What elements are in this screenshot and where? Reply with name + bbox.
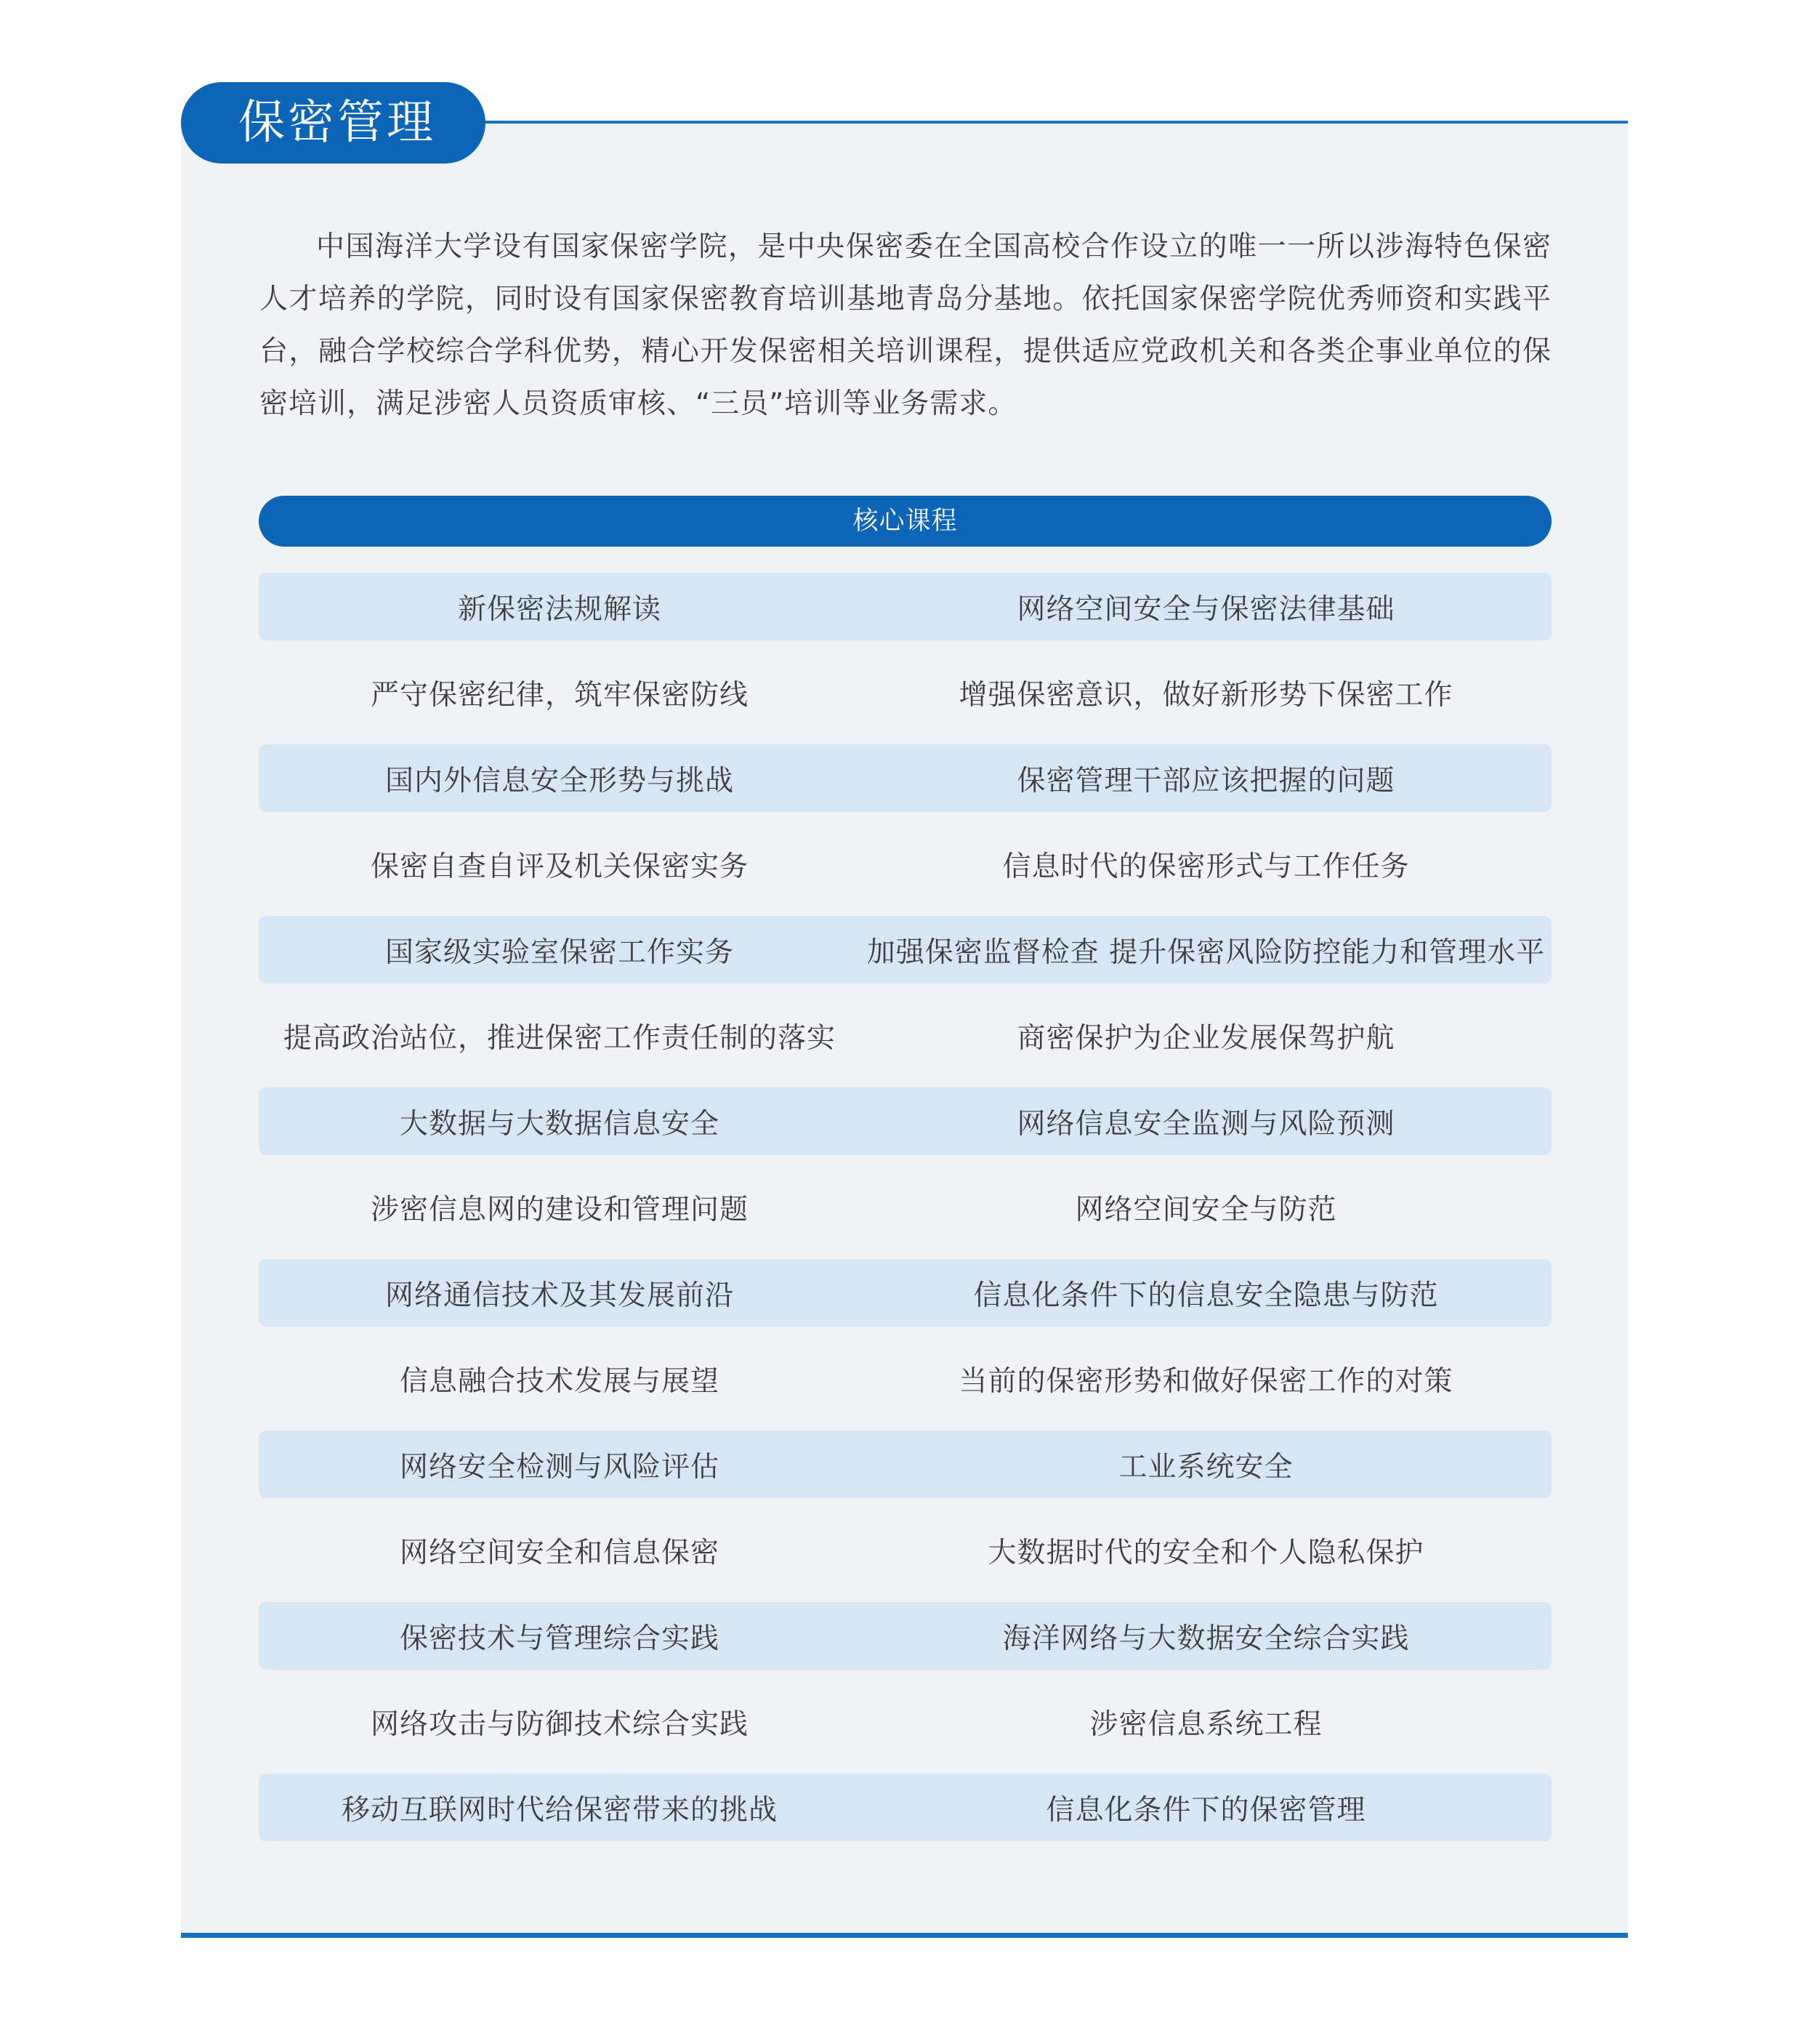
course-right: 保密管理干部应该把握的问题 xyxy=(1017,764,1395,797)
course-left: 涉密信息网的建设和管理问题 xyxy=(370,1193,749,1226)
course-right: 增强保密意识，做好新形势下保密工作 xyxy=(959,678,1453,712)
course-right: 信息化条件下的信息安全隐患与防范 xyxy=(973,1279,1439,1312)
course-right: 网络空间安全与保密法律基础 xyxy=(1017,592,1395,626)
footer-rule xyxy=(181,1933,1628,1938)
course-row xyxy=(259,916,1552,983)
course-right: 信息时代的保密形式与工作任务 xyxy=(1002,850,1410,883)
header-rule xyxy=(436,121,1628,124)
core-courses-header: 核心课程 xyxy=(259,496,1552,547)
course-left: 提高政治站位，推进保密工作责任制的落实 xyxy=(283,1021,836,1055)
course-left: 国内外信息安全形势与挑战 xyxy=(384,764,734,797)
section-title: 保密管理 xyxy=(181,82,485,164)
course-left: 网络通信技术及其发展前沿 xyxy=(384,1279,734,1312)
course-row xyxy=(259,1431,1552,1498)
course-left: 新保密法规解读 xyxy=(457,592,661,626)
course-row xyxy=(259,1688,1552,1755)
course-left: 严守保密纪律，筑牢保密防线 xyxy=(370,678,749,712)
course-row xyxy=(259,573,1552,640)
course-row xyxy=(259,1259,1552,1327)
course-right: 涉密信息系统工程 xyxy=(1089,1707,1323,1741)
course-right: 网络信息安全监测与风险预测 xyxy=(1017,1107,1395,1140)
course-right: 海洋网络与大数据安全综合实践 xyxy=(1002,1622,1410,1655)
course-right: 大数据时代的安全和个人隐私保护 xyxy=(988,1536,1424,1569)
course-right: 信息化条件下的保密管理 xyxy=(1046,1793,1366,1827)
course-right: 加强保密监督检查 提升保密风险防控能力和管理水平 xyxy=(866,936,1546,969)
course-row xyxy=(259,1602,1552,1670)
course-right: 商密保护为企业发展保驾护航 xyxy=(1017,1021,1395,1055)
course-table xyxy=(259,573,1552,1859)
course-left: 保密自查自评及机关保密实务 xyxy=(370,850,749,883)
course-right: 网络空间安全与防范 xyxy=(1075,1193,1337,1226)
course-row xyxy=(259,830,1552,898)
course-left: 网络安全检测与风险评估 xyxy=(399,1450,719,1484)
course-row xyxy=(259,1173,1552,1241)
course-left: 网络空间安全和信息保密 xyxy=(399,1536,719,1569)
course-row xyxy=(259,1087,1552,1155)
course-row xyxy=(259,1345,1552,1412)
course-left: 网络攻击与防御技术综合实践 xyxy=(370,1707,749,1741)
course-left: 国家级实验室保密工作实务 xyxy=(384,936,734,969)
intro-paragraph: 中国海洋大学设有国家保密学院，是中央保密委在全国高校合作设立的唯一一所以涉海特色保密人才培养的学院，同时设有国家保密教育培训基地青岛分基地。依托国家保密学院优秀师资和实践平台，融合学校综合学科优势，精心开发保密相关培训课程，提供适应党政机关和各类企事业单位的保密培训，满足涉密人员资质审核、“三员”培训等业务需求。 xyxy=(259,230,1552,420)
course-left: 大数据与大数据信息安全 xyxy=(399,1107,719,1140)
course-row xyxy=(259,659,1552,726)
course-right: 当前的保密形势和做好保密工作的对策 xyxy=(959,1364,1453,1398)
course-right: 工业系统安全 xyxy=(1118,1450,1294,1484)
course-left: 保密技术与管理综合实践 xyxy=(399,1622,719,1655)
course-row xyxy=(259,1774,1552,1841)
course-row xyxy=(259,1002,1552,1069)
course-left: 移动互联网时代给保密带来的挑战 xyxy=(341,1793,778,1827)
course-row xyxy=(259,744,1552,812)
course-row xyxy=(259,1516,1552,1584)
course-left: 信息融合技术发展与展望 xyxy=(399,1364,719,1398)
